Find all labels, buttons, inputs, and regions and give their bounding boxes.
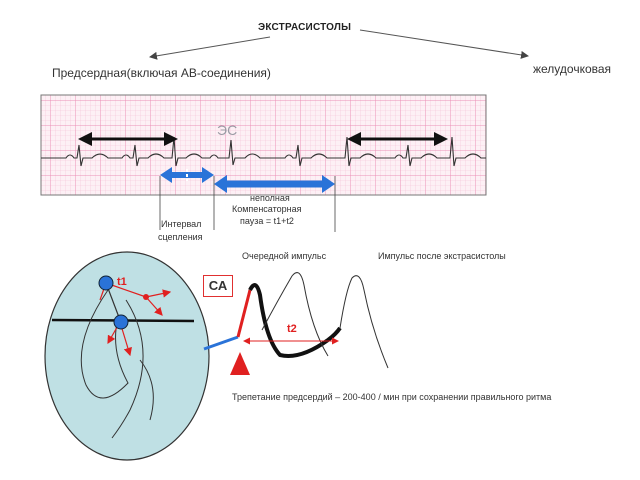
coupling-interval-label: Интервал: [161, 219, 202, 229]
heart-schematic: [45, 252, 209, 460]
next-impulse-label: Очередной импульс: [242, 251, 327, 261]
incomplete-label: неполная: [250, 193, 290, 203]
branch-arrows: [150, 30, 528, 57]
impulse-after-es-label: Импульс после экстрасистолы: [378, 251, 506, 261]
ventricular-branch-label: желудочковая: [533, 62, 612, 76]
extrasystole-label: ЭС: [217, 122, 238, 138]
compensatory-pause-label: Компенсаторная: [232, 204, 302, 214]
sa-node-marker: [99, 276, 113, 290]
trigger-marker: [230, 352, 250, 375]
atrial-branch-label: Предсердная(включая АВ-соединения): [52, 66, 271, 80]
baseline-blue: [204, 337, 238, 349]
t1-label: t1: [117, 276, 127, 288]
sa-node-label: СА: [203, 275, 233, 297]
t2-label: t2: [287, 323, 297, 335]
main-potential: [250, 285, 340, 356]
page-title: ЭКСТРАСИСТОЛЫ: [258, 22, 352, 33]
after-es-impulse-curve: [340, 276, 388, 368]
coupling-interval-label-line2: сцепления: [158, 232, 203, 242]
ectopic-focus-marker: [114, 315, 128, 329]
flutter-caption: Трепетание предсердий – 200-400 / мин при сохранении правильного ритма: [232, 392, 552, 402]
compensatory-pause-formula: пауза = t1+t2: [240, 216, 294, 226]
depolarization-red: [238, 290, 250, 337]
